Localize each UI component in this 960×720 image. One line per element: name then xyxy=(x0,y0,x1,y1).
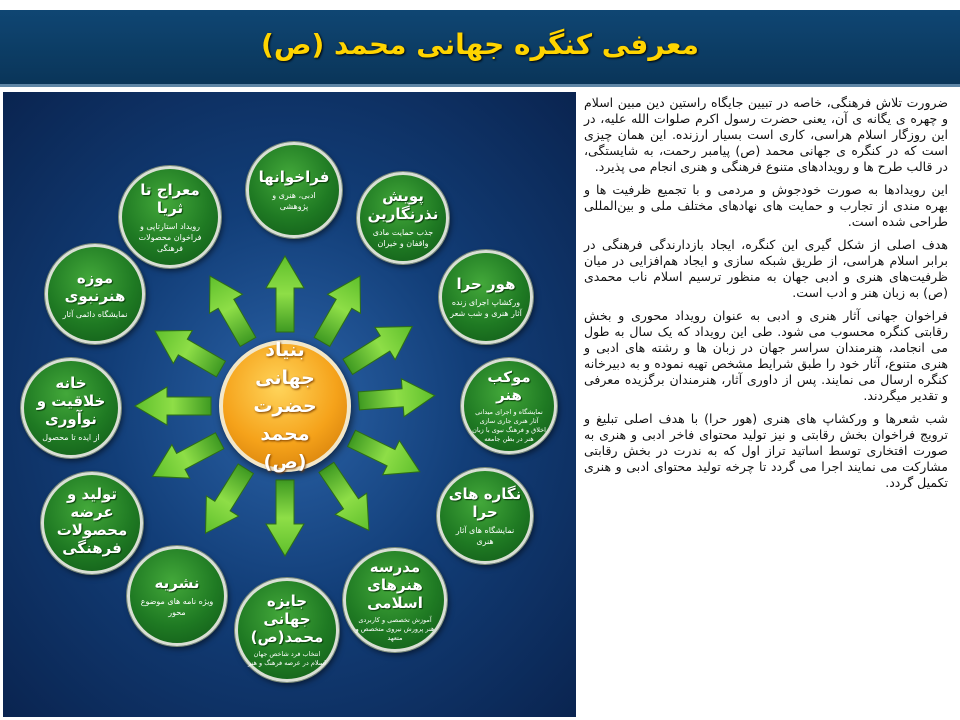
arrow-8 xyxy=(144,424,229,493)
node-subtitle: نمایشگاه و اجرای میدانی آثار هنری جاری سازی اخلاق و فرهنگ نبوی با زبان هنر در بطن جامعه xyxy=(472,408,546,443)
node-title: پویش نذرنگارین xyxy=(367,187,439,223)
node-title: موکب هنر xyxy=(487,368,531,404)
description-text xyxy=(584,95,948,498)
center-hub: بنیاد جهانی حضرت محمد (ص) xyxy=(219,340,351,472)
arrow-10 xyxy=(146,315,231,386)
paragraph: فراخوان جهانی آثار هنری و ادبی به عنوان رویداد محوری و بخش رقابتی کنگره محسوب می شود. طی این رویداد که یک سال به طول می انجامد، هنرمندان سراسر جهان در زبان ها و رشته های ادبی و هنری متنوع، آثار خود را طبق شرایط مشخص تهیه نموده و به دبیرخانه کنگره ارسال می نمایند. پس از داوری آثار، هنرمندان برگزیده معرفی و تقدیر میگردند. xyxy=(584,308,948,403)
arrow-shape xyxy=(266,256,304,332)
arrow-shape xyxy=(266,480,304,556)
paragraph: هدف اصلی از شکل گیری این کنگره، ایجاد بازدارندگی فرهنگی در برابر اسلام هراسی، از طریق شبکه سازی و ایجاد هم‌افزایی در میان ظرفیت‌های هنری و ادبی جهان به منظور ترسیم اسلام ناب محمدی (ص) به زبان هنر و ادب است. xyxy=(584,237,948,300)
node-subtitle: ورکشاپ اجرای زنده آثار هنری و شب شعر xyxy=(450,298,522,318)
paragraph: ضرورت تلاش فرهنگی، خاصه در تبیین جایگاه راستین دین مبین اسلام و چهره ی یگانه ی آن، یعنی حضرت رسول اکرم صلوات الله علیه، در این روزگار اسلام هراسی، کاری است بسیار ارزنده. این همان چیزی است که در کنگره ی جهانی محمد (ص) پیامبر رحمت، به شایستگی، در قالب طرح ها و رویدادهای متنوع فرهنگی و هنری انجام می پذیرد. xyxy=(584,95,948,174)
node-art-procession xyxy=(461,358,557,454)
arrow-0 xyxy=(266,256,304,332)
node-title: فراخوانها xyxy=(258,168,330,186)
node-prophetic-art-museum xyxy=(45,244,145,344)
node-calls xyxy=(246,142,342,238)
arrow-4 xyxy=(343,421,428,488)
node-subtitle: رویداد استارتاپی و فراخوان محصولات فرهنگی xyxy=(138,221,202,253)
node-subtitle: از ایده تا محصول xyxy=(42,432,100,442)
node-title: جایزه جهانی محمد(ص) xyxy=(250,592,324,646)
node-title: هور حرا xyxy=(456,275,516,293)
node-title: نگاره های حرا xyxy=(448,485,522,521)
arrow-shape xyxy=(338,310,423,382)
node-title: تولید و عرضه محصولات فرهنگی xyxy=(56,485,128,557)
node-subtitle: انتخاب فرد شاخص جهان اسلام در عرصه فرهنگ و هنر xyxy=(247,650,326,667)
arrow-shape xyxy=(146,315,231,386)
node-title: مدرسه هنرهای اسلامی xyxy=(367,557,423,612)
paragraph: این رویدادها به صورت خودجوش و مردمی و با تجمیع ظرفیت ها و بهره مندی از تجارب و حمایت های نهادهای مختلف ملی و بین‌المللی طراحی شده است. xyxy=(584,182,948,229)
node-title: موزه هنرنبوی xyxy=(64,268,126,305)
node-title: خانه خلاقیت و نوآوری xyxy=(36,373,106,428)
title-bar xyxy=(0,10,960,87)
node-world-prize xyxy=(235,578,339,682)
node-hera-paintings xyxy=(437,468,533,564)
node-subtitle: جذب حمایت مادی واقفان و خیران xyxy=(372,228,434,248)
arrow-shape xyxy=(357,377,435,420)
node-subtitle: آموزش تخصصی و کاربردی هنر پرورش نیروی متخصص و متعهد xyxy=(355,615,435,642)
arrow-shape xyxy=(343,421,428,488)
node-subtitle: نمایشگاه دائمی آثار xyxy=(62,309,128,319)
node-subtitle: ادبی، هنری و پژوهشی xyxy=(272,191,316,211)
node-title: معراج تا ثریا xyxy=(140,180,200,217)
arrow-2 xyxy=(338,310,423,382)
node-islamic-arts-school xyxy=(343,548,447,652)
node-meraj-to-soraya xyxy=(119,166,221,268)
arrow-6 xyxy=(266,480,304,556)
paragraph: شب شعرها و ورکشاپ های هنری (هور حرا) با هدف اصلی تبلیغ و ترویج فراخوان بخش رقابتی و نیز تولید محتوای فاخر ادبی و هنری به صورت افتخاری توسط اساتید تراز اول که به ندرت در بخش رقابتی مشارکت می نمایند اجرا می گردد تا چرخه تولید محتوای ادبی و هنری تکمیل گردد. xyxy=(584,411,948,490)
arrow-9 xyxy=(135,387,211,425)
congress-diagram xyxy=(3,92,576,717)
node-campaign xyxy=(357,172,449,264)
node-journal xyxy=(127,546,227,646)
node-creativity-house xyxy=(21,358,121,458)
node-subtitle: ویژه نامه های موضوع محور xyxy=(140,597,214,617)
page-title: معرفی کنگره جهانی محمد (ص) xyxy=(261,28,699,61)
node-cultural-products xyxy=(41,472,143,574)
arrow-shape xyxy=(135,387,211,425)
arrow-3 xyxy=(357,377,435,420)
node-hoor-hera xyxy=(439,250,533,344)
arrow-shape xyxy=(144,424,229,493)
node-subtitle: نمایشگاه های آثار هنری xyxy=(455,526,515,546)
node-title: نشریه xyxy=(154,574,200,592)
